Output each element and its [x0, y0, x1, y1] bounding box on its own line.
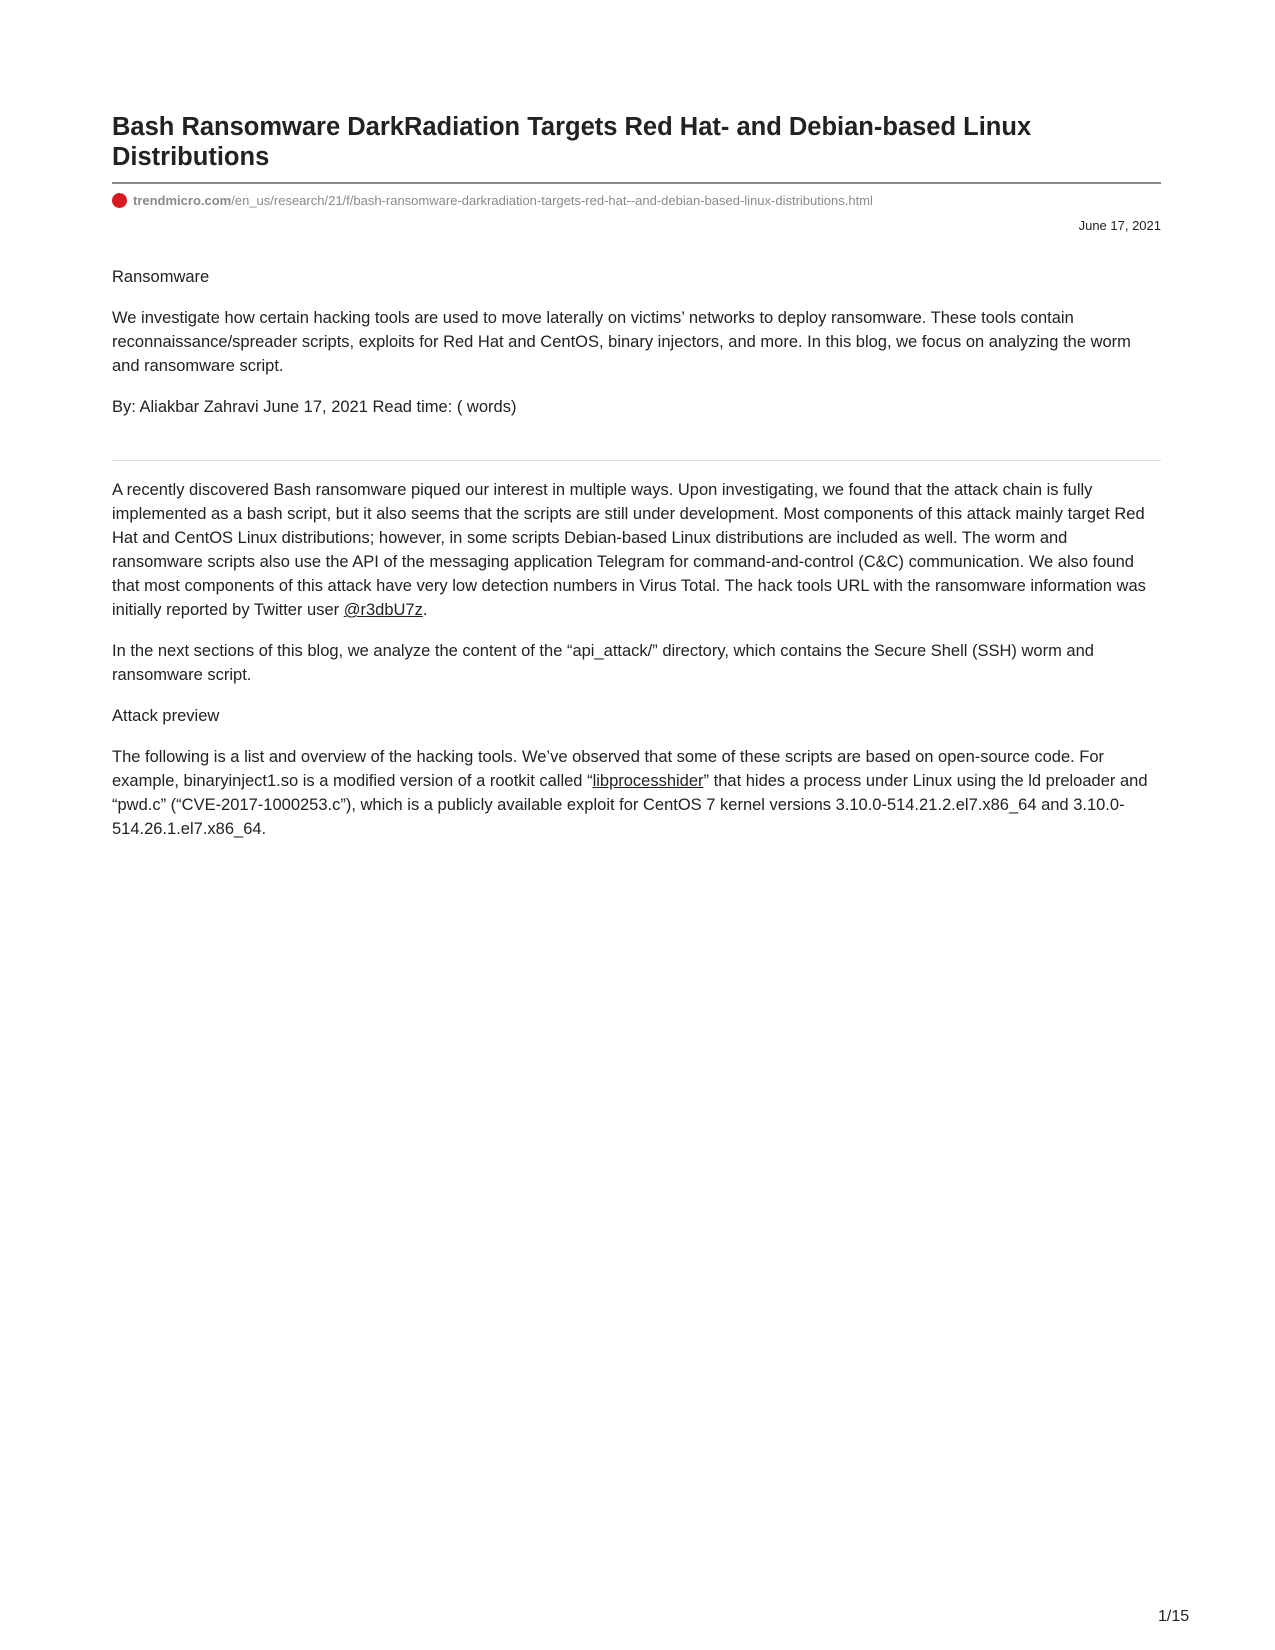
source-url[interactable]	[133, 193, 873, 208]
trendmicro-logo-icon	[112, 193, 127, 208]
page-number: 1/15	[1158, 1608, 1190, 1625]
source-path: /en_us/research/21/f/bash-ransomware-darkradiation-targets-red-hat--and-debian-based-linux-distributions.html	[231, 192, 873, 208]
tools-paragraph	[112, 745, 1161, 841]
source-domain: trendmicro.com	[133, 192, 232, 208]
libprocesshider-link[interactable]: libprocesshider	[592, 772, 704, 790]
twitter-user-link[interactable]: @r3dbU7z	[343, 601, 423, 619]
article-byline: By: Aliakbar Zahravi June 17, 2021 Read time: ( words)	[112, 398, 517, 416]
article-title: Bash Ransomware DarkRadiation Targets Red Hat- and Debian-based Linux Distributions	[112, 112, 1161, 184]
article-category: Ransomware	[112, 268, 210, 286]
tools-text-2: ” that hides a process under Linux using the ld preloader and “pwd.c” (“CVE-2017-1000253.c”), which is a publicly available exploit for CentOS 7 kernel versions 3.10.0-514.21.2.el7.x86_64 and 3.10.0-514.26.1.el7.x86_64.	[112, 772, 1148, 838]
intro-paragraph	[112, 478, 1161, 622]
section-heading: Attack preview	[112, 707, 220, 725]
article-summary: We investigate how certain hacking tools are used to move laterally on victims’ networks to deploy ransomware. These tools contain reconnaissance/spreader scripts, exploits for Red Hat and CentOS, binary injectors, and more. In this blog, we focus on analyzing the worm and ransomware script.	[112, 309, 1131, 375]
intro-end: .	[422, 601, 428, 619]
intro-text: A recently discovered Bash ransomware piqued our interest in multiple ways. Upon investigating, we found that the attack chain is fully implemented as a bash script, but it also seems that the scripts are still under development. Most components of this attack mainly target Red Hat and CentOS Linux distributions; however, in some scripts Debian-based Linux distributions are included as well. The worm and ransomware scripts also use the API of the messaging application Telegram for command-and-control (C&C) communication. We also found that most components of this attack have very low detection numbers in Virus Total. The hack tools URL with the ransomware information was initially reported by Twitter user	[112, 481, 1146, 619]
source-line	[112, 191, 1161, 209]
next-sections-paragraph: In the next sections of this blog, we analyze the content of the “api_attack/” directory, which contains the Secure Shell (SSH) worm and ransomware script.	[112, 642, 1094, 684]
divider	[112, 460, 1161, 461]
tools-text-1: The following is a list and overview of the hacking tools. We’ve observed that some of these scripts are based on open-source code. For example, binaryinject1.so is a modified version of a rootkit called “	[112, 748, 1105, 790]
article-page	[112, 112, 1161, 841]
article-date: June 17, 2021	[1078, 218, 1161, 233]
